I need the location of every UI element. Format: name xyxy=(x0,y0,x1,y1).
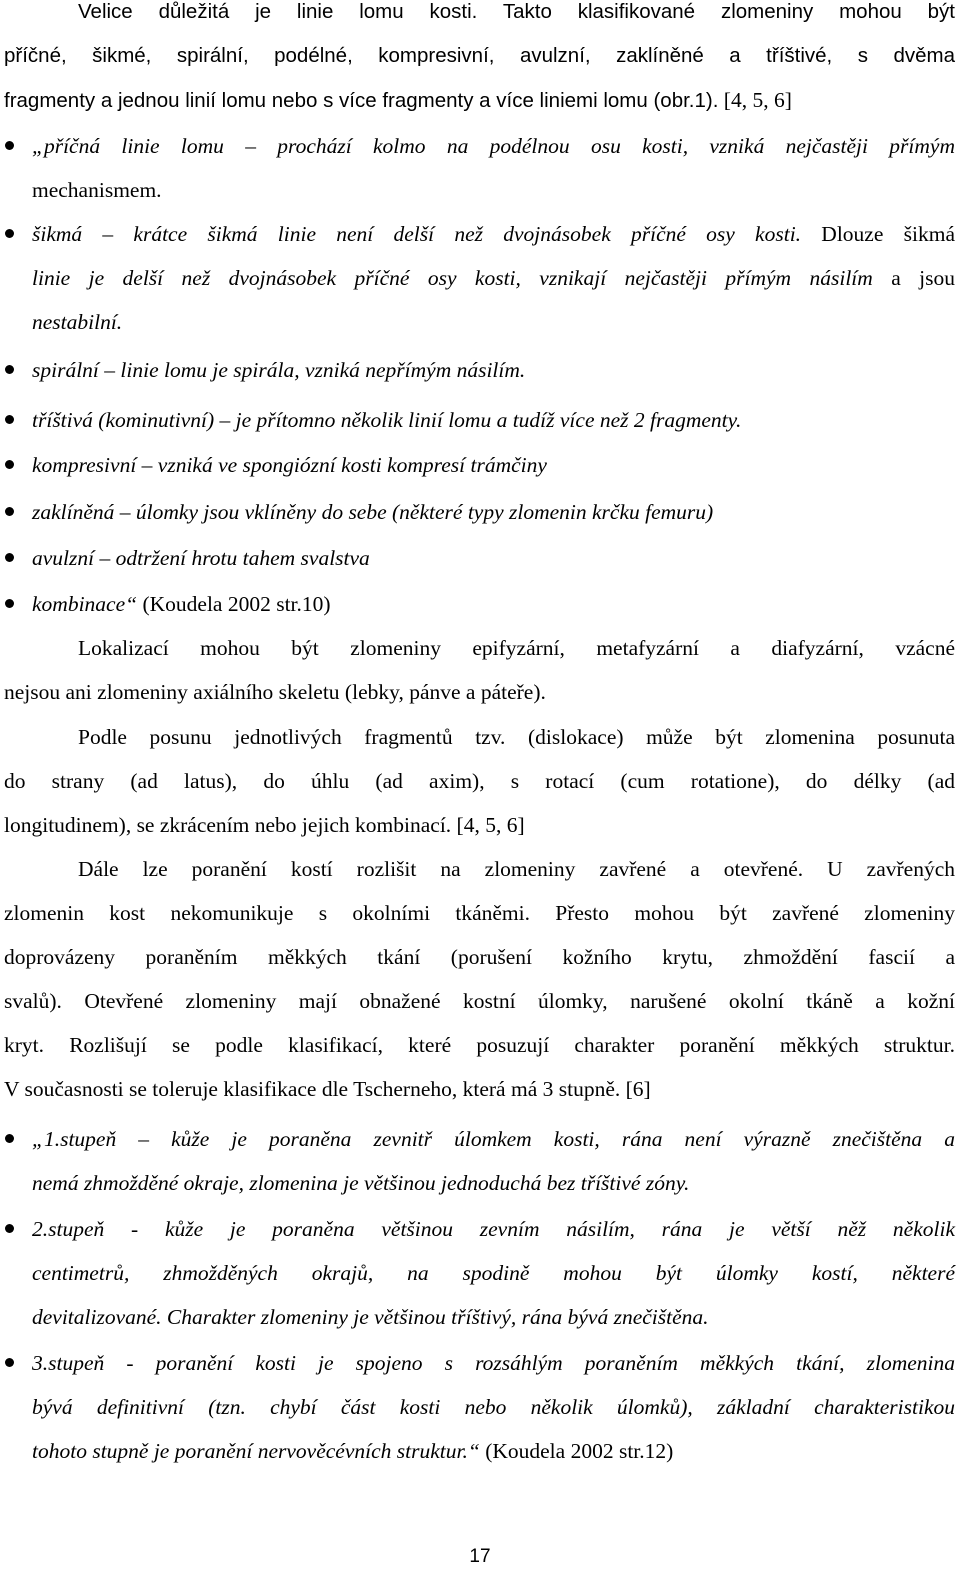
bullet-icon xyxy=(5,599,14,608)
openclosed-line-6: V současnosti se toleruje klasifikace dle Tscherneho, která má 3 stupně. [6] xyxy=(4,1077,651,1101)
list-item-sikma-cont: linie je delší než dvojnásobek příčné osy kosti, vznikají nejčastěji přímým násilím a jsou xyxy=(32,266,955,290)
bullet-icon xyxy=(5,507,14,516)
list-item-sikma-cont-2: nestabilní. xyxy=(32,310,123,334)
list-item-avulzni: avulzní – odtržení hrotu tahem svalstva xyxy=(32,546,370,570)
openclosed-line-5: kryt. Rozlišují se podle klasifikací, které posuzují charakter poranění měkkých struktur. xyxy=(4,1033,955,1057)
list-item-sikma: šikmá – krátce šikmá linie není delší než dvojnásobek příčné osy kosti. Dlouze šikmá xyxy=(32,222,955,246)
page-number: 17 xyxy=(469,1546,491,1567)
openclosed-line-1: Dále lze poranění kostí rozlišit na zlomeniny zavřené a otevřené. U zavřených xyxy=(78,857,955,881)
intro-line-1: Velice důležitá je linie lomu kosti. Takto klasifikované zlomeniny mohou být xyxy=(78,0,955,23)
bullet-icon xyxy=(5,1134,14,1143)
displacement-line-2: do strany (ad latus), do úhlu (ad axim), s rotací (cum rotatione), do délky (ad xyxy=(4,769,955,793)
bullet-icon xyxy=(5,415,14,424)
list-item-tristiva: tříštivá (kominutivní) – je přítomno několik linií lomu a tudíž více než 2 fragmenty. xyxy=(32,408,742,432)
bullet-icon xyxy=(5,365,14,374)
grade-3-line-3: tohoto stupně je poranění nervověcévních struktur.“ (Koudela 2002 str.12) xyxy=(32,1439,674,1463)
bullet-icon xyxy=(5,1358,14,1367)
bullet-icon xyxy=(5,460,14,469)
bullet-icon xyxy=(5,1224,14,1233)
openclosed-line-4: svalů). Otevřené zlomeniny mají obnažené kostní úlomky, narušené okolní tkáně a kožní xyxy=(4,989,955,1013)
list-item-kompresivni: kompresivní – vzniká ve spongiózní kosti kompresí trámčiny xyxy=(32,453,547,477)
list-item-pricna: „příčná linie lomu – prochází kolmo na podélnou osu kosti, vzniká nejčastěji přímým xyxy=(32,134,955,158)
displacement-line-1: Podle posunu jednotlivých fragmentů tzv. (dislokace) může být zlomenina posunuta xyxy=(78,725,955,749)
bullet-icon xyxy=(5,553,14,562)
intro-line-2: příčné, šikmé, spirální, podélné, kompresivní, avulzní, zaklíněné a tříštivé, s dvěma xyxy=(4,44,955,67)
list-item-spiralni: spirální – linie lomu je spirála, vzniká nepřímým násilím. xyxy=(32,358,526,382)
localization-line-1: Lokalizací mohou být zlomeniny epifyzární, metafyzární a diafyzární, vzácné xyxy=(78,636,955,660)
grade-3-line-1: 3.stupeň - poranění kosti je spojeno s rozsáhlým poraněním měkkých tkání, zlomenina xyxy=(32,1351,955,1375)
grade-3-line-2: bývá definitivní (tzn. chybí část kosti nebo několik úlomků), základní charakteristikou xyxy=(32,1395,955,1419)
openclosed-line-3: doprovázeny poraněním měkkých tkání (porušení kožního krytu, zhmoždění fascií a xyxy=(4,945,955,969)
grade-1-line-2: nemá zhmožděné okraje, zlomenina je většinou jednoduchá bez tříštivé zóny. xyxy=(32,1171,690,1195)
list-item-zaklinena: zaklíněná – úlomky jsou vklíněny do sebe (některé typy zlomenin krčku femuru) xyxy=(32,500,714,524)
bullet-icon xyxy=(5,141,14,150)
localization-line-2: nejsou ani zlomeniny axiálního skeletu (lebky, pánve a páteře). xyxy=(4,680,546,704)
grade-2-line-1: 2.stupeň - kůže je poraněna většinou zevním násilím, rána je větší něž několik xyxy=(32,1217,955,1241)
grade-2-line-2: centimetrů, zhmožděných okrajů, na spodině mohou být úlomky kostí, některé xyxy=(32,1261,955,1285)
grade-2-line-3: devitalizované. Charakter zlomeniny je většinou tříštivý, rána bývá znečištěna. xyxy=(32,1305,709,1329)
openclosed-line-2: zlomenin kost nekomunikuje s okolními tkáněmi. Přesto mohou být zavřené zlomeniny xyxy=(4,901,955,925)
list-item-pricna-cont: mechanismem. xyxy=(32,178,162,202)
intro-line-3: fragmenty a jednou linií lomu nebo s více fragmenty a více liniemi lomu (obr.1). [4, 5, 6] xyxy=(4,88,792,112)
list-item-kombinace: kombinace“ (Koudela 2002 str.10) xyxy=(32,592,331,616)
displacement-line-3: longitudinem), se zkrácením nebo jejich kombinací. [4, 5, 6] xyxy=(4,813,525,837)
bullet-icon xyxy=(5,229,14,238)
grade-1-line-1: „1.stupeň – kůže je poraněna zevnitř úlomkem kosti, rána není výrazně znečištěna a xyxy=(32,1127,955,1151)
